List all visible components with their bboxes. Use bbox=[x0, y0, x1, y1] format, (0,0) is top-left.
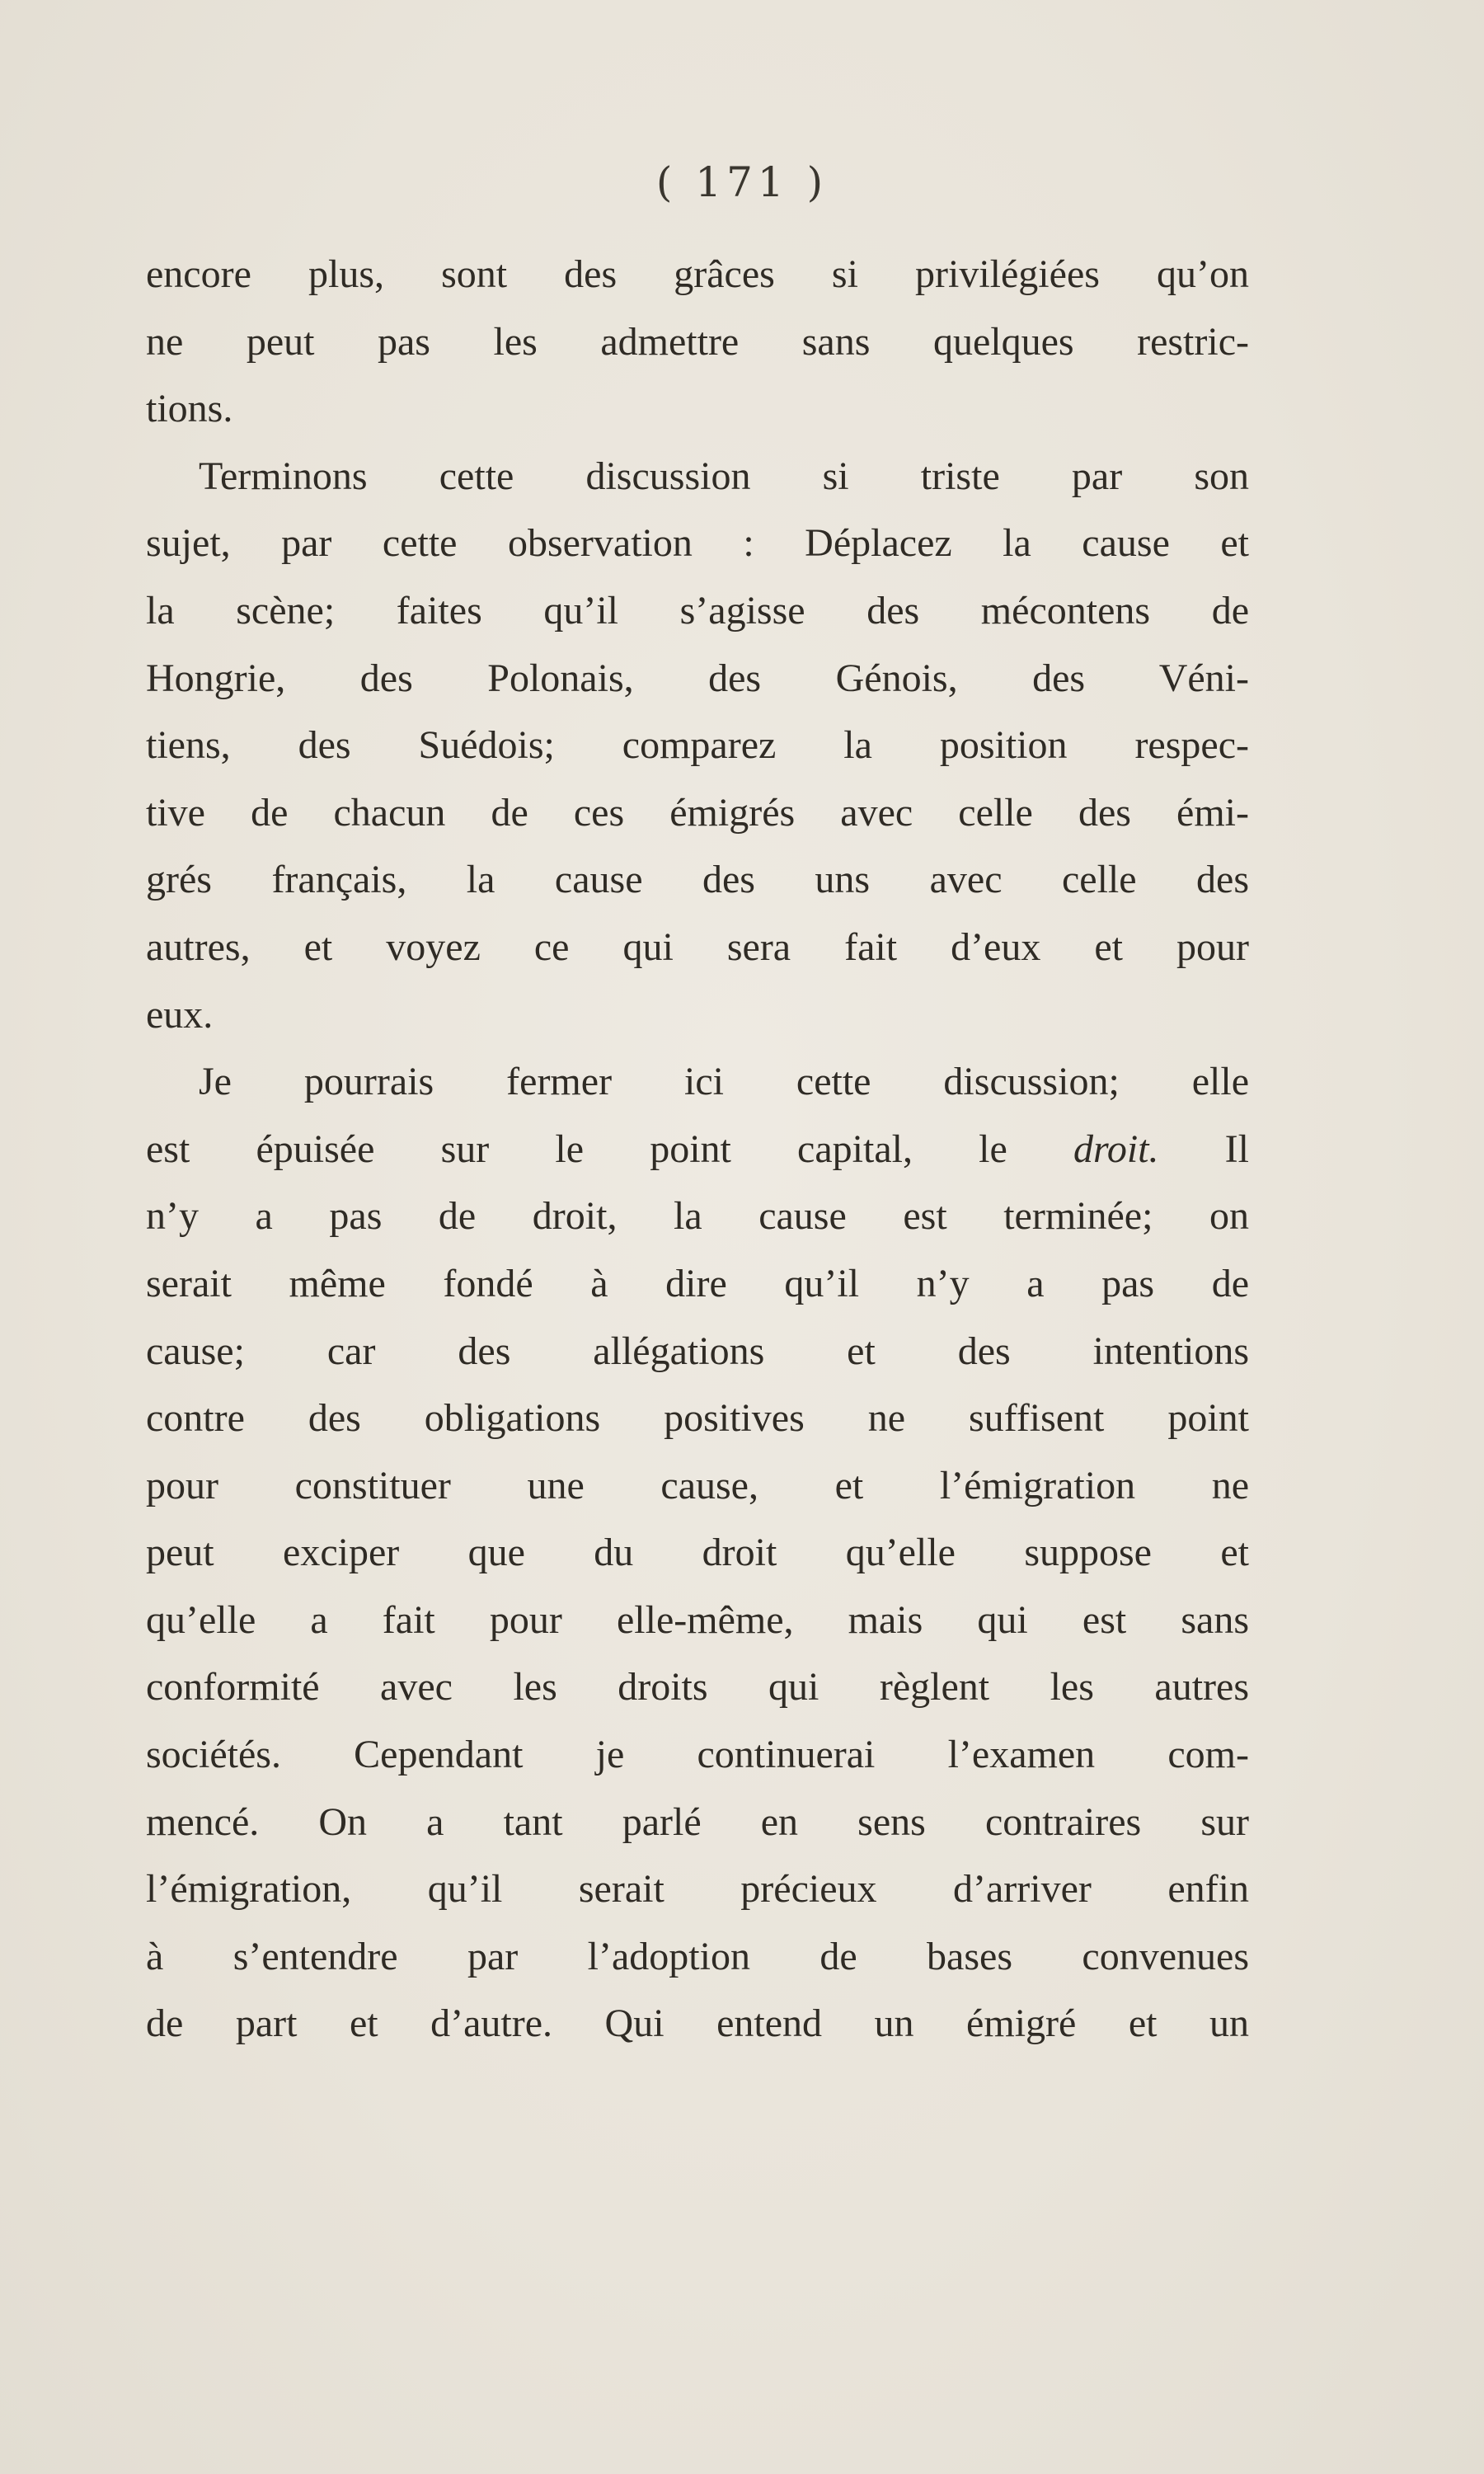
text-line: l’émigration, qu’il serait précieux d’arriver enfin bbox=[146, 1867, 1249, 1912]
text-line: de part et d’autre. Qui entend un émigré et un bbox=[146, 2001, 1249, 2046]
text-line: n’y a pas de droit, la cause est terminée; on bbox=[146, 1194, 1249, 1239]
italic-word: droit. bbox=[1073, 1126, 1159, 1171]
text-line: encore plus, sont des grâces si privilégiées qu’on bbox=[146, 252, 1249, 296]
text-line: conformité avec les droits qui règlent les autres bbox=[146, 1665, 1249, 1710]
text-line: peut exciper que du droit qu’elle suppose et bbox=[146, 1531, 1249, 1575]
text-line: qu’elle a fait pour elle-même, mais qui est sans bbox=[146, 1597, 1249, 1642]
text-segment: Il bbox=[1158, 1126, 1249, 1171]
text-line: sujet, par cette observation : Déplacez la cause et bbox=[146, 521, 1249, 566]
text-line: pour constituer une cause, et l’émigration ne bbox=[146, 1463, 1249, 1507]
text-line: serait même fondé à dire qu’il n’y a pas de bbox=[146, 1261, 1249, 1305]
text-line: la scène; faites qu’il s’agisse des mécontens de bbox=[146, 588, 1249, 633]
text-line: Terminons cette discussion si triste par son bbox=[199, 454, 1249, 498]
text-line: cause; car des allégations et des intentions bbox=[146, 1329, 1249, 1373]
text-line bbox=[146, 1116, 1249, 1183]
text-line: sociétés. Cependant je continuerai l’examen com- bbox=[146, 1733, 1249, 1777]
text-line: Hongrie, des Polonais, des Génois, des Véni- bbox=[146, 656, 1249, 700]
text-line: contre des obligations positives ne suffisent point bbox=[146, 1396, 1249, 1441]
text-segment: est épuisée sur le point capital, le bbox=[146, 1126, 1073, 1171]
body-text bbox=[146, 241, 1249, 2058]
text-line: Je pourrais fermer ici cette discussion; elle bbox=[199, 1060, 1249, 1104]
text-line: tive de chacun de ces émigrés avec celle des émi- bbox=[146, 790, 1249, 835]
text-line: tions. bbox=[146, 387, 233, 431]
text-line: grés français, la cause des uns avec celle des bbox=[146, 858, 1249, 902]
text-line: eux. bbox=[146, 992, 214, 1037]
text-line: tiens, des Suédois; comparez la position respec- bbox=[146, 723, 1249, 768]
page-number: ( 171 ) bbox=[655, 158, 829, 206]
text-line: ne peut pas les admettre sans quelques restric- bbox=[146, 319, 1249, 364]
text-line: à s’entendre par l’adoption de bases convenues bbox=[146, 1934, 1249, 1978]
text-line: mencé. On a tant parlé en sens contraires sur bbox=[146, 1799, 1249, 1844]
text-line: autres, et voyez ce qui sera fait d’eux et pour bbox=[146, 924, 1249, 969]
